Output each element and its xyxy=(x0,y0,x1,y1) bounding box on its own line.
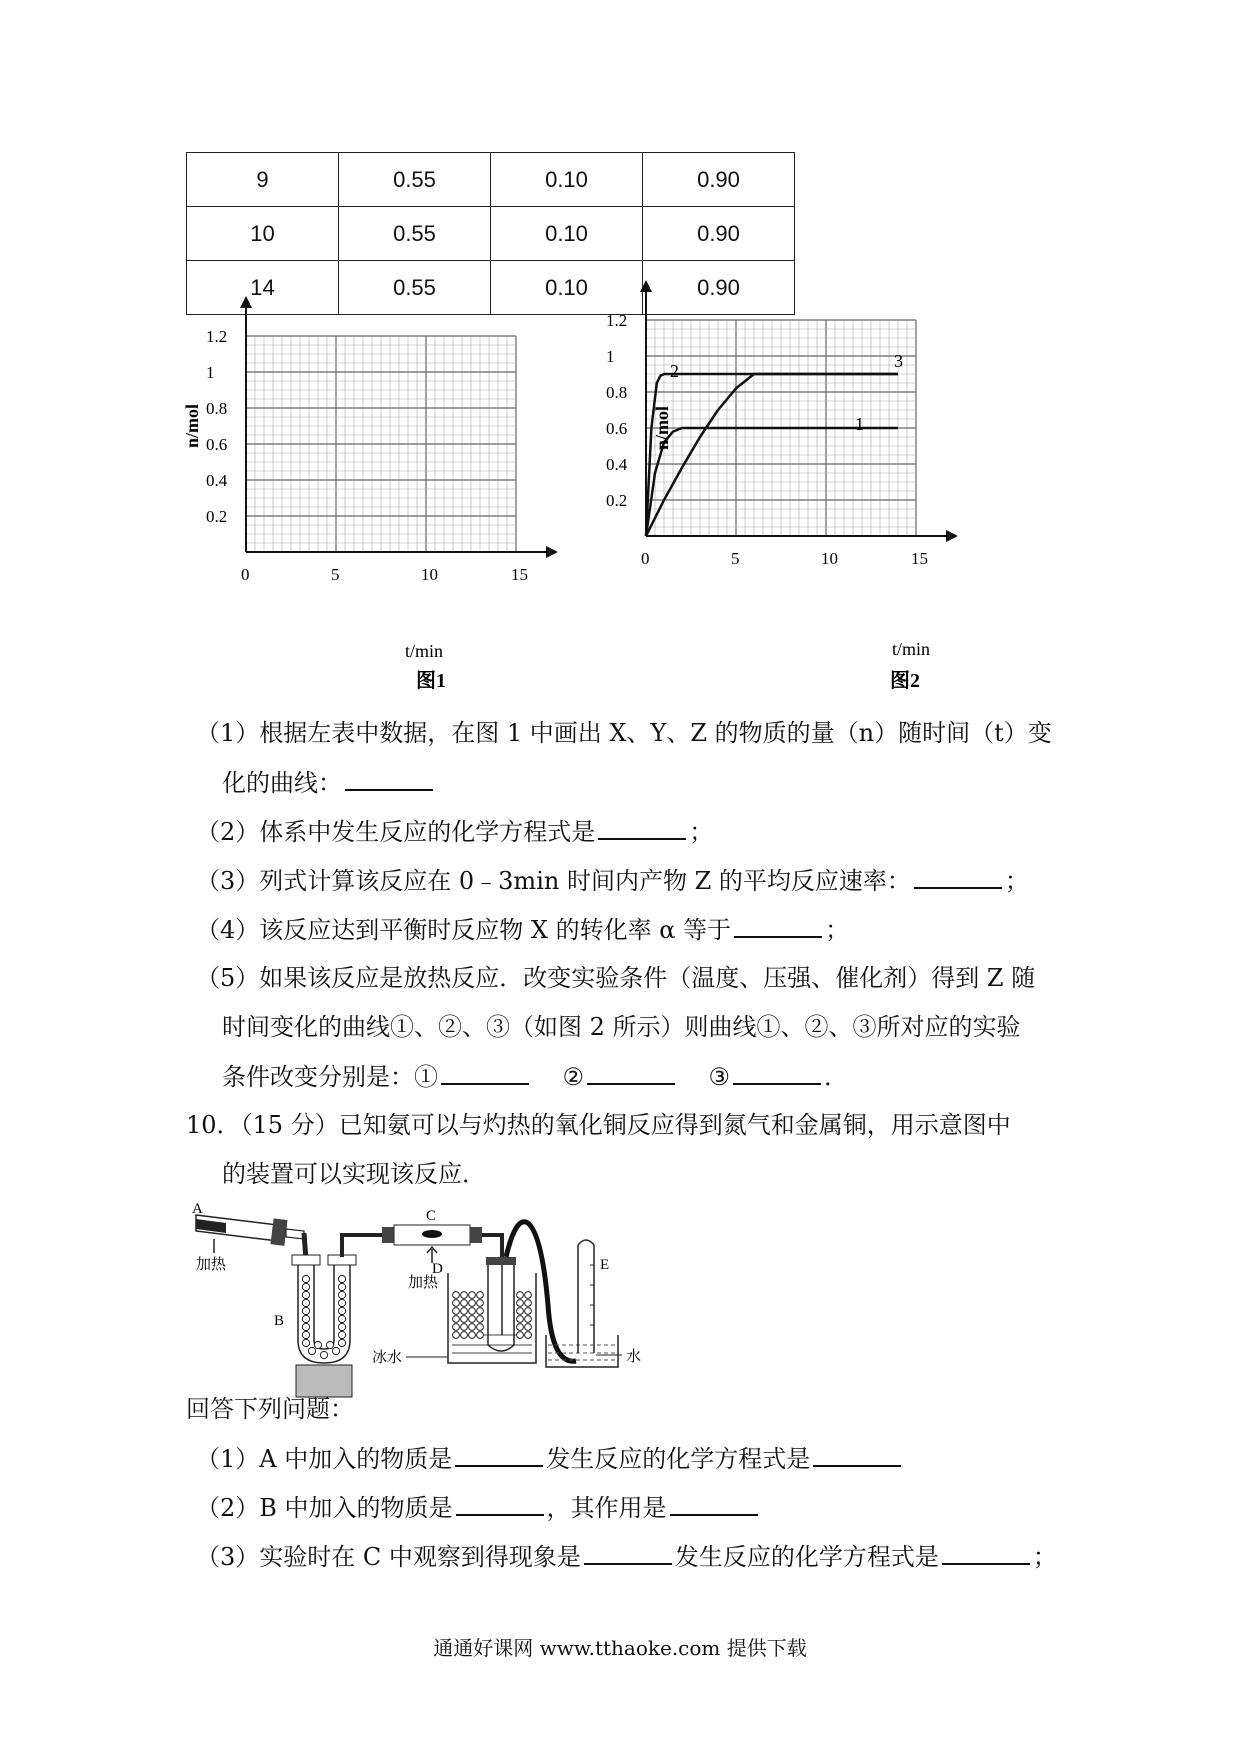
collection-tube-e xyxy=(578,1240,594,1353)
answer-blank[interactable] xyxy=(914,863,1002,889)
tube-c xyxy=(382,1225,482,1245)
rubber-hose xyxy=(506,1222,576,1362)
answer-blank[interactable] xyxy=(584,1539,672,1565)
table-row xyxy=(187,261,795,315)
table-cell: 0.10 xyxy=(491,261,643,315)
fig1-ylabel: n/mol xyxy=(182,403,202,448)
fig1-xlabel: t/min xyxy=(405,641,444,661)
question-4: （4）该反应达到平衡时反应物 X 的转化率 α 等于 ； xyxy=(196,912,849,947)
part-2: （2）B 中加入的物质是 ，其作用是 xyxy=(196,1490,761,1525)
question-1-line1: （1）根据左表中数据，在图 1 中画出 X、Y、Z 的物质的量（n）随时间（t）变 xyxy=(196,719,1052,747)
figure-2 xyxy=(606,311,1090,700)
table-cell: 10 xyxy=(187,207,339,261)
label-d: D xyxy=(432,1261,443,1277)
y-tick-label: 1 xyxy=(206,363,215,382)
fig2-ylabel: n/mol xyxy=(652,405,672,450)
table-cell: 0.90 xyxy=(643,153,795,207)
label-water: 水 xyxy=(626,1349,642,1365)
answer-blank[interactable] xyxy=(942,1539,1030,1565)
fig2-xlabel: t/min xyxy=(892,639,931,659)
tube-a xyxy=(196,1215,306,1260)
label-a: A xyxy=(192,1201,203,1217)
y-tick-label: 0.2 xyxy=(206,507,228,526)
table-cell: 0.90 xyxy=(643,261,795,315)
x-tick-label: 10 xyxy=(821,549,838,568)
fig1-caption: 图1 xyxy=(416,670,446,692)
answer-blank[interactable] xyxy=(598,814,686,840)
apparatus-diagram xyxy=(186,1195,656,1385)
answer-blank[interactable] xyxy=(734,912,822,938)
u-tube-b xyxy=(292,1255,356,1397)
answer-blank[interactable] xyxy=(670,1490,758,1516)
x-tick-label: 15 xyxy=(911,549,928,568)
label-b: B xyxy=(274,1313,285,1329)
data-table xyxy=(186,152,795,315)
table-cell: 9 xyxy=(187,153,339,207)
label-ice-water: 冰水 xyxy=(372,1350,403,1366)
curve-label-1: 1 xyxy=(855,414,864,434)
x-tick-label: 5 xyxy=(331,565,340,584)
x-tick-label: 15 xyxy=(511,565,528,584)
question-10-line1: 10．（15 分）已知氨可以与灼热的氧化铜反应得到氮气和金属铜，用示意图中 xyxy=(186,1111,1011,1139)
y-tick-label: 0.6 xyxy=(606,419,628,438)
table-cell: 0.10 xyxy=(491,153,643,207)
question-5-line1: （5）如果该反应是放热反应．改变实验条件（温度、压强、催化剂）得到 Z 随 xyxy=(196,964,1036,992)
x-tick-label: 5 xyxy=(731,549,740,568)
label-e: E xyxy=(600,1257,610,1273)
curve-label-3: 3 xyxy=(894,351,903,371)
table-cell: 0.55 xyxy=(339,261,491,315)
table-cell: 14 xyxy=(187,261,339,315)
answer-blank[interactable] xyxy=(813,1441,901,1467)
x-tick-label: 0 xyxy=(241,565,250,584)
y-tick-label: 0.4 xyxy=(206,471,228,490)
table-row xyxy=(187,207,795,261)
table-cell: 0.10 xyxy=(491,207,643,261)
answer-blank[interactable] xyxy=(441,1059,529,1085)
beaker-ice-water xyxy=(448,1257,536,1363)
answer-blank[interactable] xyxy=(733,1059,821,1085)
answer-blank[interactable] xyxy=(345,765,433,791)
table-cell: 0.55 xyxy=(339,153,491,207)
label-c: C xyxy=(426,1208,437,1224)
y-tick-label: 0.6 xyxy=(206,435,228,454)
curve-label-2: 2 xyxy=(670,361,679,381)
part-3: （3）实验时在 C 中观察到得现象是 发生反应的化学方程式是 ； xyxy=(196,1539,1057,1574)
question-5-line3: 条件改变分别是：① ② ③ ． xyxy=(222,1059,848,1094)
table-cell: 0.90 xyxy=(643,207,795,261)
answer-intro: 回答下列问题： xyxy=(186,1395,354,1423)
table-cell: 0.55 xyxy=(339,207,491,261)
y-tick-label: 0.8 xyxy=(206,399,228,418)
fig2-caption: 图2 xyxy=(890,670,920,692)
part-1: （1）A 中加入的物质是 发生反应的化学方程式是 xyxy=(196,1441,904,1476)
y-tick-label: 0.8 xyxy=(606,383,628,402)
label-heat-2: 加热 xyxy=(408,1275,439,1291)
question-1-line2: 化的曲线： xyxy=(222,765,436,800)
answer-blank[interactable] xyxy=(456,1490,544,1516)
question-5-line2: 时间变化的曲线①、②、③（如图 2 所示）则曲线①、②、③所对应的实验 xyxy=(222,1013,1021,1041)
answer-blank[interactable] xyxy=(587,1059,675,1085)
y-tick-label: 0.2 xyxy=(606,491,628,510)
cuo-sample xyxy=(422,1230,442,1238)
table-row xyxy=(187,153,795,207)
label-heat-1: 加热 xyxy=(196,1257,227,1273)
y-tick-label: 1.2 xyxy=(206,327,228,346)
question-10-line2: 的装置可以实现该反应． xyxy=(222,1160,486,1188)
y-tick-label: 1.2 xyxy=(606,311,628,330)
y-tick-label: 1 xyxy=(606,347,615,366)
question-3: （3）列式计算该反应在 0﹣3min 时间内产物 Z 的平均反应速率： ； xyxy=(196,863,1029,898)
y-tick-label: 0.4 xyxy=(606,455,628,474)
x-tick-label: 10 xyxy=(421,565,438,584)
question-2: （2）体系中发生反应的化学方程式是 ； xyxy=(196,814,713,849)
answer-blank[interactable] xyxy=(455,1441,543,1467)
footer: 通通好课网 www.tthaoke.com 提供下载 xyxy=(433,1636,807,1660)
figure-1 xyxy=(180,327,630,700)
x-tick-label: 0 xyxy=(641,549,650,568)
